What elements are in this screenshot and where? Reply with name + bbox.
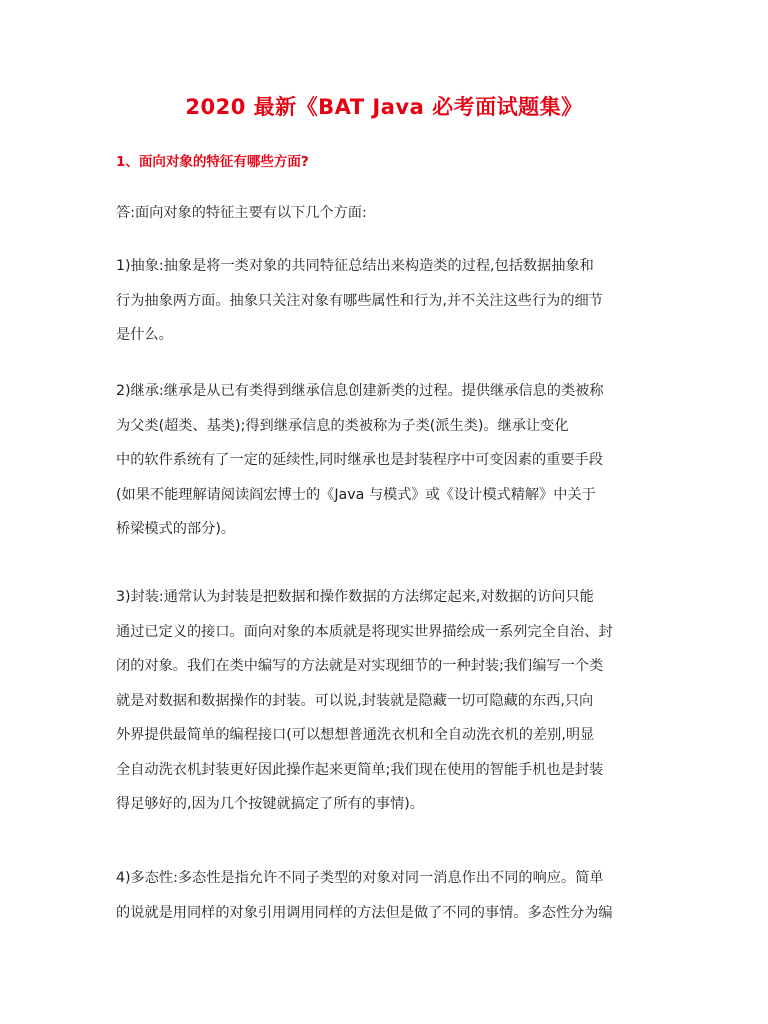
text-line: 答:面向对象的特征主要有以下几个方面:	[116, 205, 367, 221]
paragraph-polymorphism	[116, 861, 664, 930]
paragraph-abstraction	[116, 249, 664, 353]
text-line: 闭的对象。我们在类中编写的方法就是对实现细节的一种封装;我们编写一个类	[116, 658, 604, 674]
question-heading: 1、面向对象的特征有哪些方面?	[116, 154, 309, 170]
text-line: 2)继承:继承是从已有类得到继承信息创建新类的过程。提供继承信息的类被称	[116, 383, 604, 399]
answer-intro	[116, 196, 664, 231]
text-line: 外界提供最简单的编程接口(可以想想普通洗衣机和全自动洗衣机的差别,明显	[116, 727, 595, 743]
text-line: 的说就是用同样的对象引用调用同样的方法但是做了不同的事情。多态性分为编	[116, 904, 613, 921]
text-line: 为父类(超类、基类);得到继承信息的类被称为子类(派生类)。继承让变化	[116, 417, 569, 434]
text-line: 通过已定义的接口。面向对象的本质就是将现实世界描绘成一系列完全自治、封	[116, 623, 613, 640]
paragraph-encapsulation	[116, 580, 664, 822]
text-line: 就是对数据和数据操作的封装。可以说,封装就是隐藏一切可隐藏的东西,只向	[116, 692, 594, 709]
text-line: 行为抽象两方面。抽象只关注对象有哪些属性和行为,并不关注这些行为的细节	[116, 292, 603, 309]
text-line: 全自动洗衣机封装更好因此操作起来更简单;我们现在使用的智能手机也是封装	[116, 761, 604, 778]
text-line: 3)封装:通常认为封装是把数据和操作数据的方法绑定起来,对数据的访问只能	[116, 589, 594, 605]
text-line: 4)多态性:多态性是指允许不同子类型的对象对同一消息作出不同的响应。简单	[116, 870, 604, 886]
text-line: 得足够好的,因为几个按键就搞定了所有的事情)。	[116, 796, 424, 812]
text-line: 中的软件系统有了一定的延续性,同时继承也是封装程序中可变因素的重要手段	[116, 452, 603, 468]
text-line: 1)抽象:抽象是将一类对象的共同特征总结出来构造类的过程,包括数据抽象和	[116, 258, 594, 274]
text-line: (如果不能理解请阅读阎宏博士的《Java 与模式》或《设计模式精解》中关于	[116, 486, 596, 503]
text-line: 是什么。	[116, 327, 173, 343]
document-title: 2020 最新《BAT Java 必考面试题集》	[185, 95, 583, 119]
text-line: 桥梁模式的部分)。	[116, 521, 236, 537]
paragraph-inheritance	[116, 374, 664, 547]
